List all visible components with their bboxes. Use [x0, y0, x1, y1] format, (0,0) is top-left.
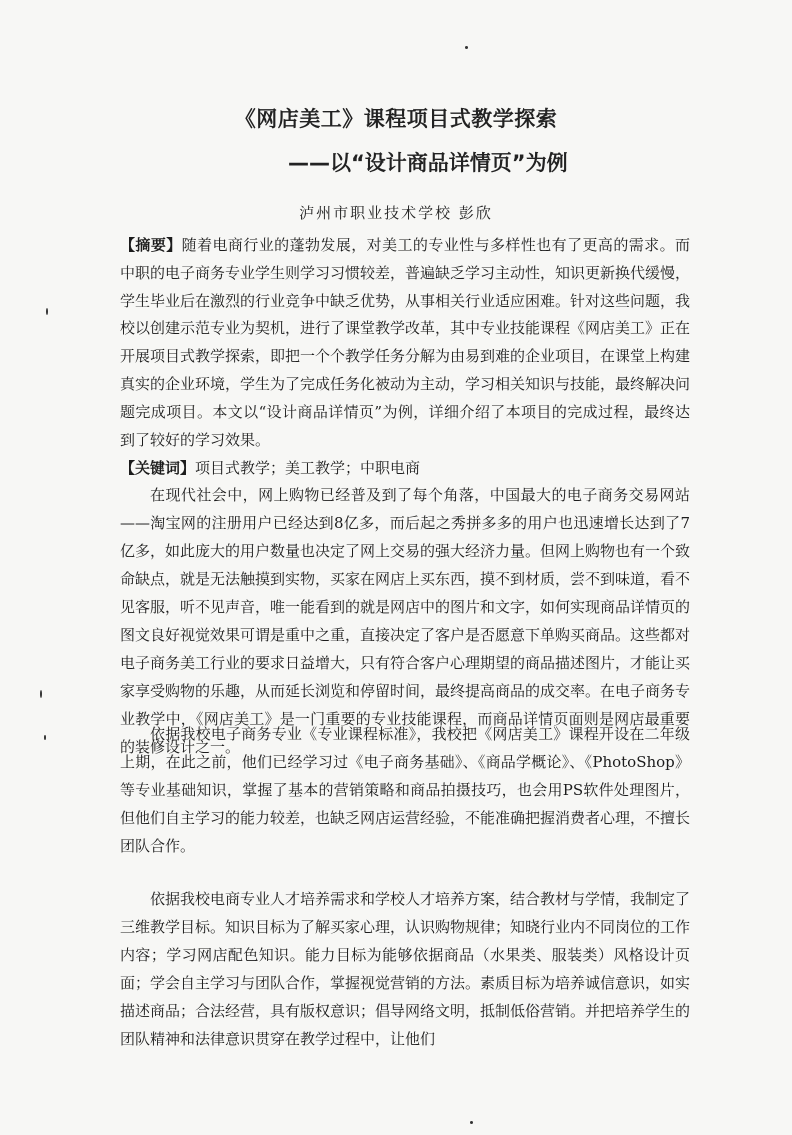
page-subtitle: ——以“设计商品详情页”为例 [288, 151, 568, 175]
keywords [120, 455, 690, 481]
abstract-tag: 【摘要】 [120, 236, 182, 254]
body-paragraph: 在现代社会中，网上购物已经普及到了每个角落，中国最大的电子商务交易网站——淘宝网的注册用户已经达到8亿多，而后起之秀拼多多的用户也迅速增长达到了7亿多，如此庞大的用户数量也决定了网上交易的强大经济力量。但网上购物也有一个致命缺点，就是无法触摸到实物，买家在网店上买东西，摸不到材质，尝不到味道，看不见客服，听不见声音，唯一能看到的就是网店中的图片和文字，如何实现商品详情页的图文良好视觉效果可谓是重中之重，直接决定了客户是否愿意下单购买商品。这些都对电子商务美工行业的要求日益增大，只有符合客户心理期望的商品描述图片，才能让买家享受购物的乐趣，从而延长浏览和停留时间，最终提高商品的成交率。在电子商务专业教学中，《网店美工》是一门重要的专业技能课程，而商品详情页面则是网店最重要的装修设计之一。 [120, 486, 691, 756]
scan-speck [40, 690, 42, 698]
body-paragraph: 依据我校电商专业人才培养需求和学校人才培养方案，结合教材与学情，我制定了三维教学目标。知识目标为了解买家心理，认识购物规律；知晓行业内不同岗位的工作内容；学习网店配色知识。能力目标为能够依据商品（水果类、服装类）风格设计页面；学会自主学习与团队合作，掌握视觉营销的方法。素质目标为培养诚信意识，如实描述商品；合法经营，具有版权意识；倡导网络文明，抵制低俗营销。并把培养学生的团队精神和法律意识贯穿在教学过程中，让他们 [120, 890, 691, 1048]
abstract [120, 232, 690, 454]
abstract-text: 随着电商行业的蓬勃发展，对美工的专业性与多样性也有了更高的需求。而中职的电子商务专业学生则学习习惯较差，普遍缺乏学习主动性，知识更新换代缓慢，学生毕业后在激烈的行业竞争中缺乏优势，从事相关行业适应困难。针对这些问题，我校以创建示范专业为契机，进行了课堂教学改革，其中专业技能课程《网店美工》正在开展项目式教学探索，即把一个个教学任务分解为由易到难的企业项目，在课堂上构建真实的企业环境，学生为了完成任务化被动为主动，学习相关知识与技能，最终解决问题完成项目。本文以“设计商品详情页”为例，详细介绍了本项目的完成过程，最终达到了较好的学习效果。 [120, 236, 691, 449]
keywords-text: 项目式教学；美工教学；中职电商 [195, 459, 421, 477]
scan-speck [465, 46, 468, 49]
author-line: 泸州市职业技术学校 彭欣 [299, 204, 493, 222]
body-paragraph: 依据我校电子商务专业《专业课程标准》，我校把《网店美工》课程开设在二年级上期，在此之前，他们已经学习过《电子商务基础》、《商品学概论》、《PhotoShop》等专业基础知识，掌握了基本的营销策略和商品拍摄技巧，也会用PS软件处理图片，但他们自主学习的能力较差，也缺乏网店运营经验，不能准确把握消费者心理，不擅长团队合作。 [120, 725, 691, 855]
scan-speck [46, 308, 48, 315]
scan-speck [470, 1121, 473, 1124]
scan-speck [44, 735, 46, 740]
page-title: 《网店美工》课程项目式教学探索 [234, 107, 558, 131]
keywords-tag: 【关键词】 [120, 459, 196, 477]
